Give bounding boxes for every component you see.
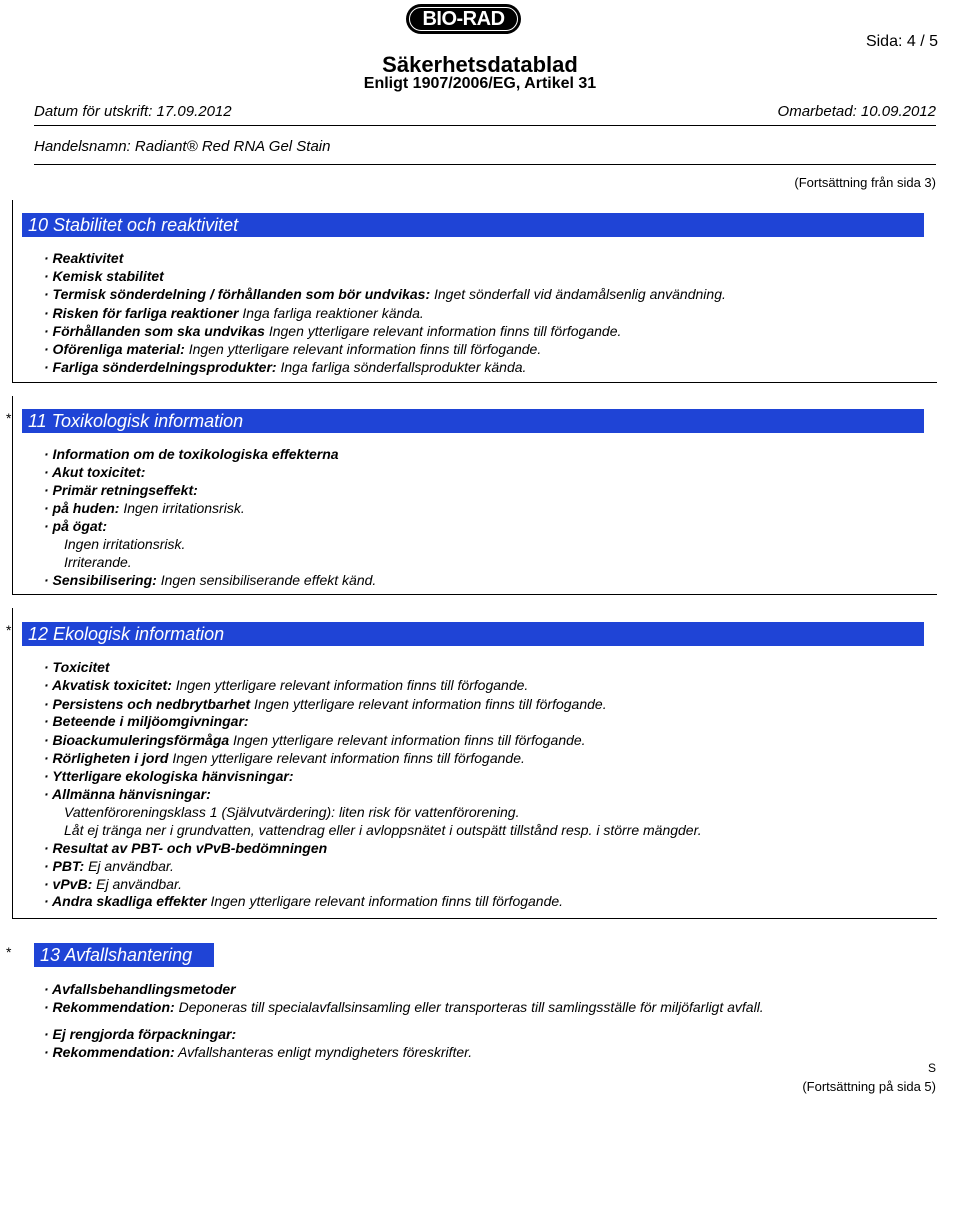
field-label: · Förhållanden som ska undvikas: [44, 323, 265, 339]
revision-star: *: [6, 622, 12, 638]
field-label: · Rekommendation:: [44, 1044, 175, 1060]
text-line: [44, 840, 327, 856]
field-label: · Toxicitet: [44, 659, 110, 675]
text-line: [44, 518, 107, 534]
trade-name: Handelsnamn: Radiant® Red RNA Gel Stain: [34, 138, 331, 155]
section-10-heading: 10 Stabilitet och reaktivitet: [22, 213, 924, 237]
header-rule-2: [34, 164, 936, 165]
text-line: [44, 750, 525, 766]
text-line: [64, 804, 519, 820]
field-label: · Termisk sönderdelning / förhållanden som bör undvikas:: [44, 286, 431, 302]
field-value: Ingen ytterligare relevant information finns till förfogande.: [250, 696, 607, 712]
field-value: Ingen ytterligare relevant information finns till förfogande.: [168, 750, 525, 766]
field-label: · på ögat:: [44, 518, 107, 534]
field-label: · Ytterligare ekologiska hänvisningar:: [44, 768, 294, 784]
text-line: [44, 786, 211, 802]
field-label: · Sensibilisering:: [44, 572, 157, 588]
field-label: · Primär retningseffekt:: [44, 482, 198, 498]
continued-from: (Fortsättning från sida 3): [794, 175, 936, 190]
field-value: Ingen ytterligare relevant information finns till förfogande.: [264, 323, 622, 339]
footer-mark: S: [927, 1061, 936, 1075]
text-line: [44, 500, 245, 516]
document-subtitle: Enligt 1907/2006/EG, Artikel 31: [363, 75, 597, 92]
field-value: Ingen irritationsrisk.: [64, 536, 186, 552]
text-line: [44, 659, 110, 675]
field-label: · Avfallsbehandlingsmetoder: [44, 981, 236, 997]
bio-rad-logo: BIO-RAD: [406, 4, 521, 34]
text-line: [44, 482, 198, 498]
text-line: [44, 768, 293, 784]
document-title: Säkerhetsdatablad: [382, 52, 578, 77]
text-line: [44, 713, 249, 729]
text-line: [44, 1044, 472, 1060]
field-label: · Akvatisk toxicitet:: [44, 677, 172, 693]
text-line: [44, 341, 541, 357]
field-value: Ingen ytterligare relevant information finns till förfogande.: [206, 893, 564, 909]
field-label: · Oförenliga material:: [44, 341, 185, 357]
field-label: · Farliga sönderdelningsprodukter:: [44, 359, 277, 375]
revision-star: *: [6, 944, 12, 960]
revision-star: *: [6, 410, 12, 426]
field-label: · Information om de toxikologiska effekterna: [44, 446, 339, 462]
field-value: Avfallshanteras enligt myndigheters föreskrifter.: [174, 1044, 473, 1060]
text-line: [44, 732, 586, 748]
text-line: [44, 1026, 236, 1042]
text-line: [44, 999, 764, 1015]
field-value: Ingen sensibiliserande effekt känd.: [156, 572, 377, 588]
field-value: Vattenföroreningsklass 1 (Självutvärdering): liten risk för vattenförorening.: [64, 804, 520, 820]
field-value: Ingen ytterligare relevant information finns till förfogande.: [229, 732, 586, 748]
field-label: · Reaktivitet: [44, 250, 124, 266]
revision-date: Omarbetad: 10.09.2012: [777, 103, 936, 120]
field-label: · Persistens och nedbrytbarhet: [44, 696, 251, 712]
text-line: [44, 250, 123, 266]
field-value: Låt ej tränga ner i grundvatten, vattendrag eller i avloppsnätet i outspätt tillstånd resp. i större mängder.: [64, 822, 702, 838]
text-line: [44, 981, 236, 997]
field-value: Ingen irritationsrisk.: [119, 500, 245, 516]
text-line: [44, 893, 563, 909]
field-label: · Bioackumuleringsförmåga: [44, 732, 230, 748]
section-11-heading: 11 Toxikologisk information: [22, 409, 924, 433]
print-date: Datum för utskrift: 17.09.2012: [34, 103, 232, 120]
field-value: Inga farliga sönderfallsprodukter kända.: [276, 359, 527, 375]
text-line: [44, 446, 339, 462]
text-line: [44, 305, 424, 321]
text-line: [44, 268, 164, 284]
field-label: · Allmänna hänvisningar:: [44, 786, 211, 802]
field-label: · Ej rengjorda förpackningar:: [44, 1026, 237, 1042]
field-value: Ej användbar.: [92, 876, 182, 892]
field-value: Ingen ytterligare relevant information finns till förfogande.: [171, 677, 529, 693]
field-value: Deponeras till specialavfallsinsamling eller transporteras till samlingsställe för miljöfarligt avfall.: [174, 999, 764, 1015]
field-label: · Kemisk stabilitet: [44, 268, 164, 284]
text-line: [64, 536, 185, 552]
text-line: [64, 822, 702, 838]
field-label: · Resultat av PBT- och vPvB-bedömningen: [44, 840, 328, 856]
text-line: [44, 323, 621, 339]
field-value: Inget sönderfall vid ändamålsenlig användning.: [430, 286, 726, 302]
field-value: Inga farliga reaktioner kända.: [238, 305, 424, 321]
text-line: [44, 876, 182, 892]
text-line: [64, 554, 132, 570]
field-label: · Rörligheten i jord: [44, 750, 169, 766]
field-label: · PBT:: [44, 858, 85, 874]
field-label: · Rekommendation:: [44, 999, 175, 1015]
text-line: [44, 286, 726, 302]
field-label: · på huden:: [44, 500, 120, 516]
header-rule: [34, 125, 936, 126]
page-number: Sida: 4 / 5: [865, 33, 938, 50]
field-label: · vPvB:: [44, 876, 93, 892]
field-label: · Risken för farliga reaktioner: [44, 305, 239, 321]
field-label: · Beteende i miljöomgivningar:: [44, 713, 249, 729]
text-line: [44, 858, 174, 874]
text-line: [44, 677, 528, 693]
field-label: · Andra skadliga effekter: [44, 893, 207, 909]
field-label: · Akut toxicitet:: [44, 464, 146, 480]
continued-to: (Fortsättning på sida 5): [802, 1079, 936, 1094]
section-13-heading: 13 Avfallshantering: [34, 943, 214, 967]
text-line: [44, 696, 607, 712]
section-12-heading: 12 Ekologisk information: [22, 622, 924, 646]
field-value: Ingen ytterligare relevant information finns till förfogande.: [184, 341, 542, 357]
field-value: Irriterande.: [64, 554, 132, 570]
field-value: Ej användbar.: [84, 858, 174, 874]
text-line: [44, 359, 526, 375]
text-line: [44, 464, 145, 480]
text-line: [44, 572, 376, 588]
